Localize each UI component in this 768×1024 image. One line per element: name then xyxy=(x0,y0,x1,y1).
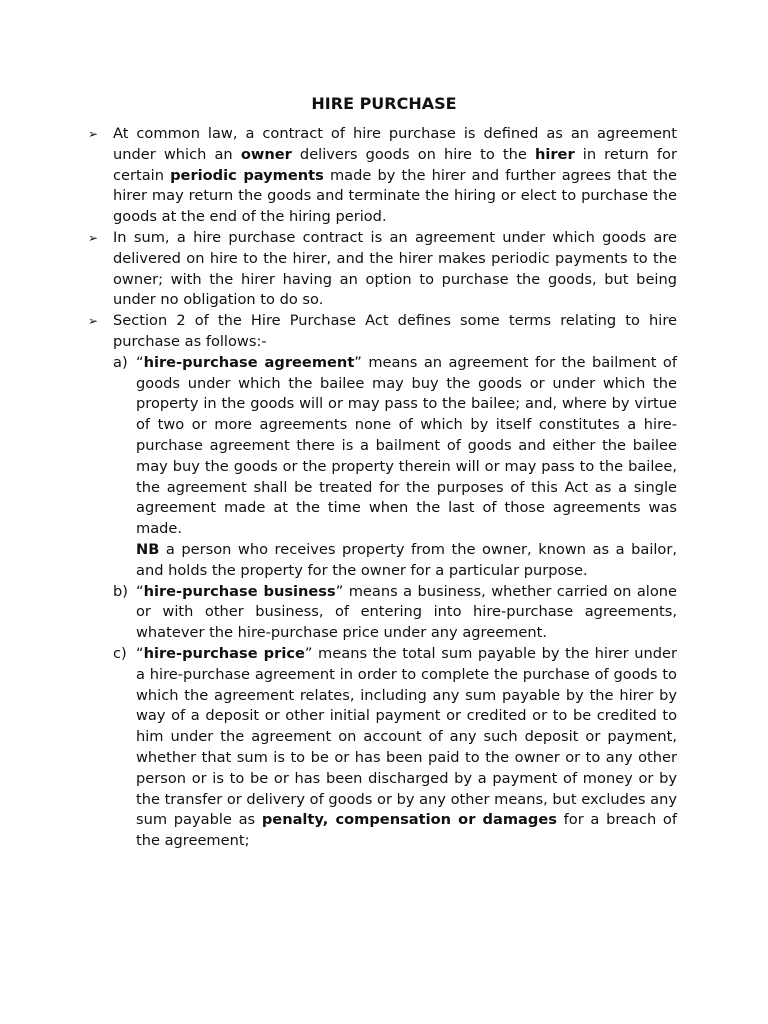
bullet-text: At common law, a contract of hire purchase is defined as an agreement under which an xyxy=(113,125,677,163)
arrow-bullet-icon: ➢ xyxy=(88,127,99,141)
bullet-text: made by the hirer and further agrees that the hirer may return the goods and terminate the hiring or elect to purchase the goods at the end of the hiring period. xyxy=(113,166,677,226)
list-marker: a) xyxy=(113,353,128,371)
list-marker: c) xyxy=(113,644,127,662)
bold-term-periodic-payments: periodic payments xyxy=(170,166,324,184)
definition-text: means an agreement for the bailment of goods under which the bailee may buy the goods or under which the property in the goods will or may pass to the bailee; and, where by virtue of two or more agreements none of which by itself constitutes a hire-purchase agreement there is a bailment of goods and either the bailee may buy the goods or the property therein will or may pass to the bailee, the agreement shall be treated for the purposes of this Act as a single agreement made at the time when the last of those agreements was made. xyxy=(136,353,677,538)
document-body xyxy=(88,124,677,852)
definition-item-hire-purchase-price xyxy=(88,644,677,852)
arrow-bullet-icon: ➢ xyxy=(88,314,99,329)
bullet-text: Section 2 of the Hire Purchase Act defines some terms relating to hire purchase as follows:- xyxy=(113,312,677,350)
definition-text: means the total sum payable by the hirer under a hire-purchase agreement in order to complete the purchase of goods to which the agreement relates, including any sum payable by the hirer by way of a deposit or other initial payment or credited or to be credited to him under the agreement on account of any such deposit or payment, whether that sum is to be or has been paid to the owner or to any other person or is to be or has been discharged by a payment of money or by the transfer or delivery of goods or by any other means, but excludes any sum payable as xyxy=(136,644,678,829)
definition-item-hire-purchase-agreement xyxy=(88,353,677,540)
definition-text: for a breach of the agreement; xyxy=(136,811,677,850)
bullet-item-common-law xyxy=(88,124,677,228)
note-text: a person who receives property from the owner, known as a bailor, and holds the property for the owner for a particular purpose. xyxy=(136,540,677,579)
bullet-text: delivers goods on hire to the xyxy=(291,145,535,163)
bullet-item-section-2 xyxy=(88,311,677,353)
bold-term-owner: owner xyxy=(240,145,292,163)
close-quote: ” xyxy=(354,353,362,371)
bold-term-hirer: hirer xyxy=(534,145,575,163)
definition-term: hire-purchase price xyxy=(143,644,305,662)
open-quote: “ xyxy=(136,644,144,662)
close-quote: ” xyxy=(304,644,313,662)
document-title: HIRE PURCHASE xyxy=(311,94,457,113)
list-marker: b) xyxy=(113,582,128,600)
definition-note xyxy=(88,540,677,582)
definition-term: hire-purchase business xyxy=(143,582,336,600)
bullet-text: in return for certain xyxy=(113,145,677,184)
definition-term: hire-purchase agreement xyxy=(143,353,355,371)
open-quote: “ xyxy=(136,353,144,371)
definition-item-hire-purchase-business xyxy=(88,582,677,644)
definition-text: means a business, whether carried on alone or with other business, of entering into hire-purchase agreements, whatever the hire-purchase price under any agreement. xyxy=(136,582,677,642)
bullet-text: In sum, a hire purchase contract is an agreement under which goods are delivered on hire to the hirer, and the hirer makes periodic payments to the owner; with the hirer having an option to purchase the goods, but being under no obligation to do so. xyxy=(113,228,677,309)
close-quote: ” xyxy=(335,582,344,600)
arrow-bullet-icon: ➢ xyxy=(88,230,99,245)
note-label: NB xyxy=(136,540,160,558)
open-quote: “ xyxy=(136,582,144,600)
bold-term-penalty: penalty, compensation or damages xyxy=(261,811,557,829)
bullet-item-in-sum xyxy=(88,228,677,311)
